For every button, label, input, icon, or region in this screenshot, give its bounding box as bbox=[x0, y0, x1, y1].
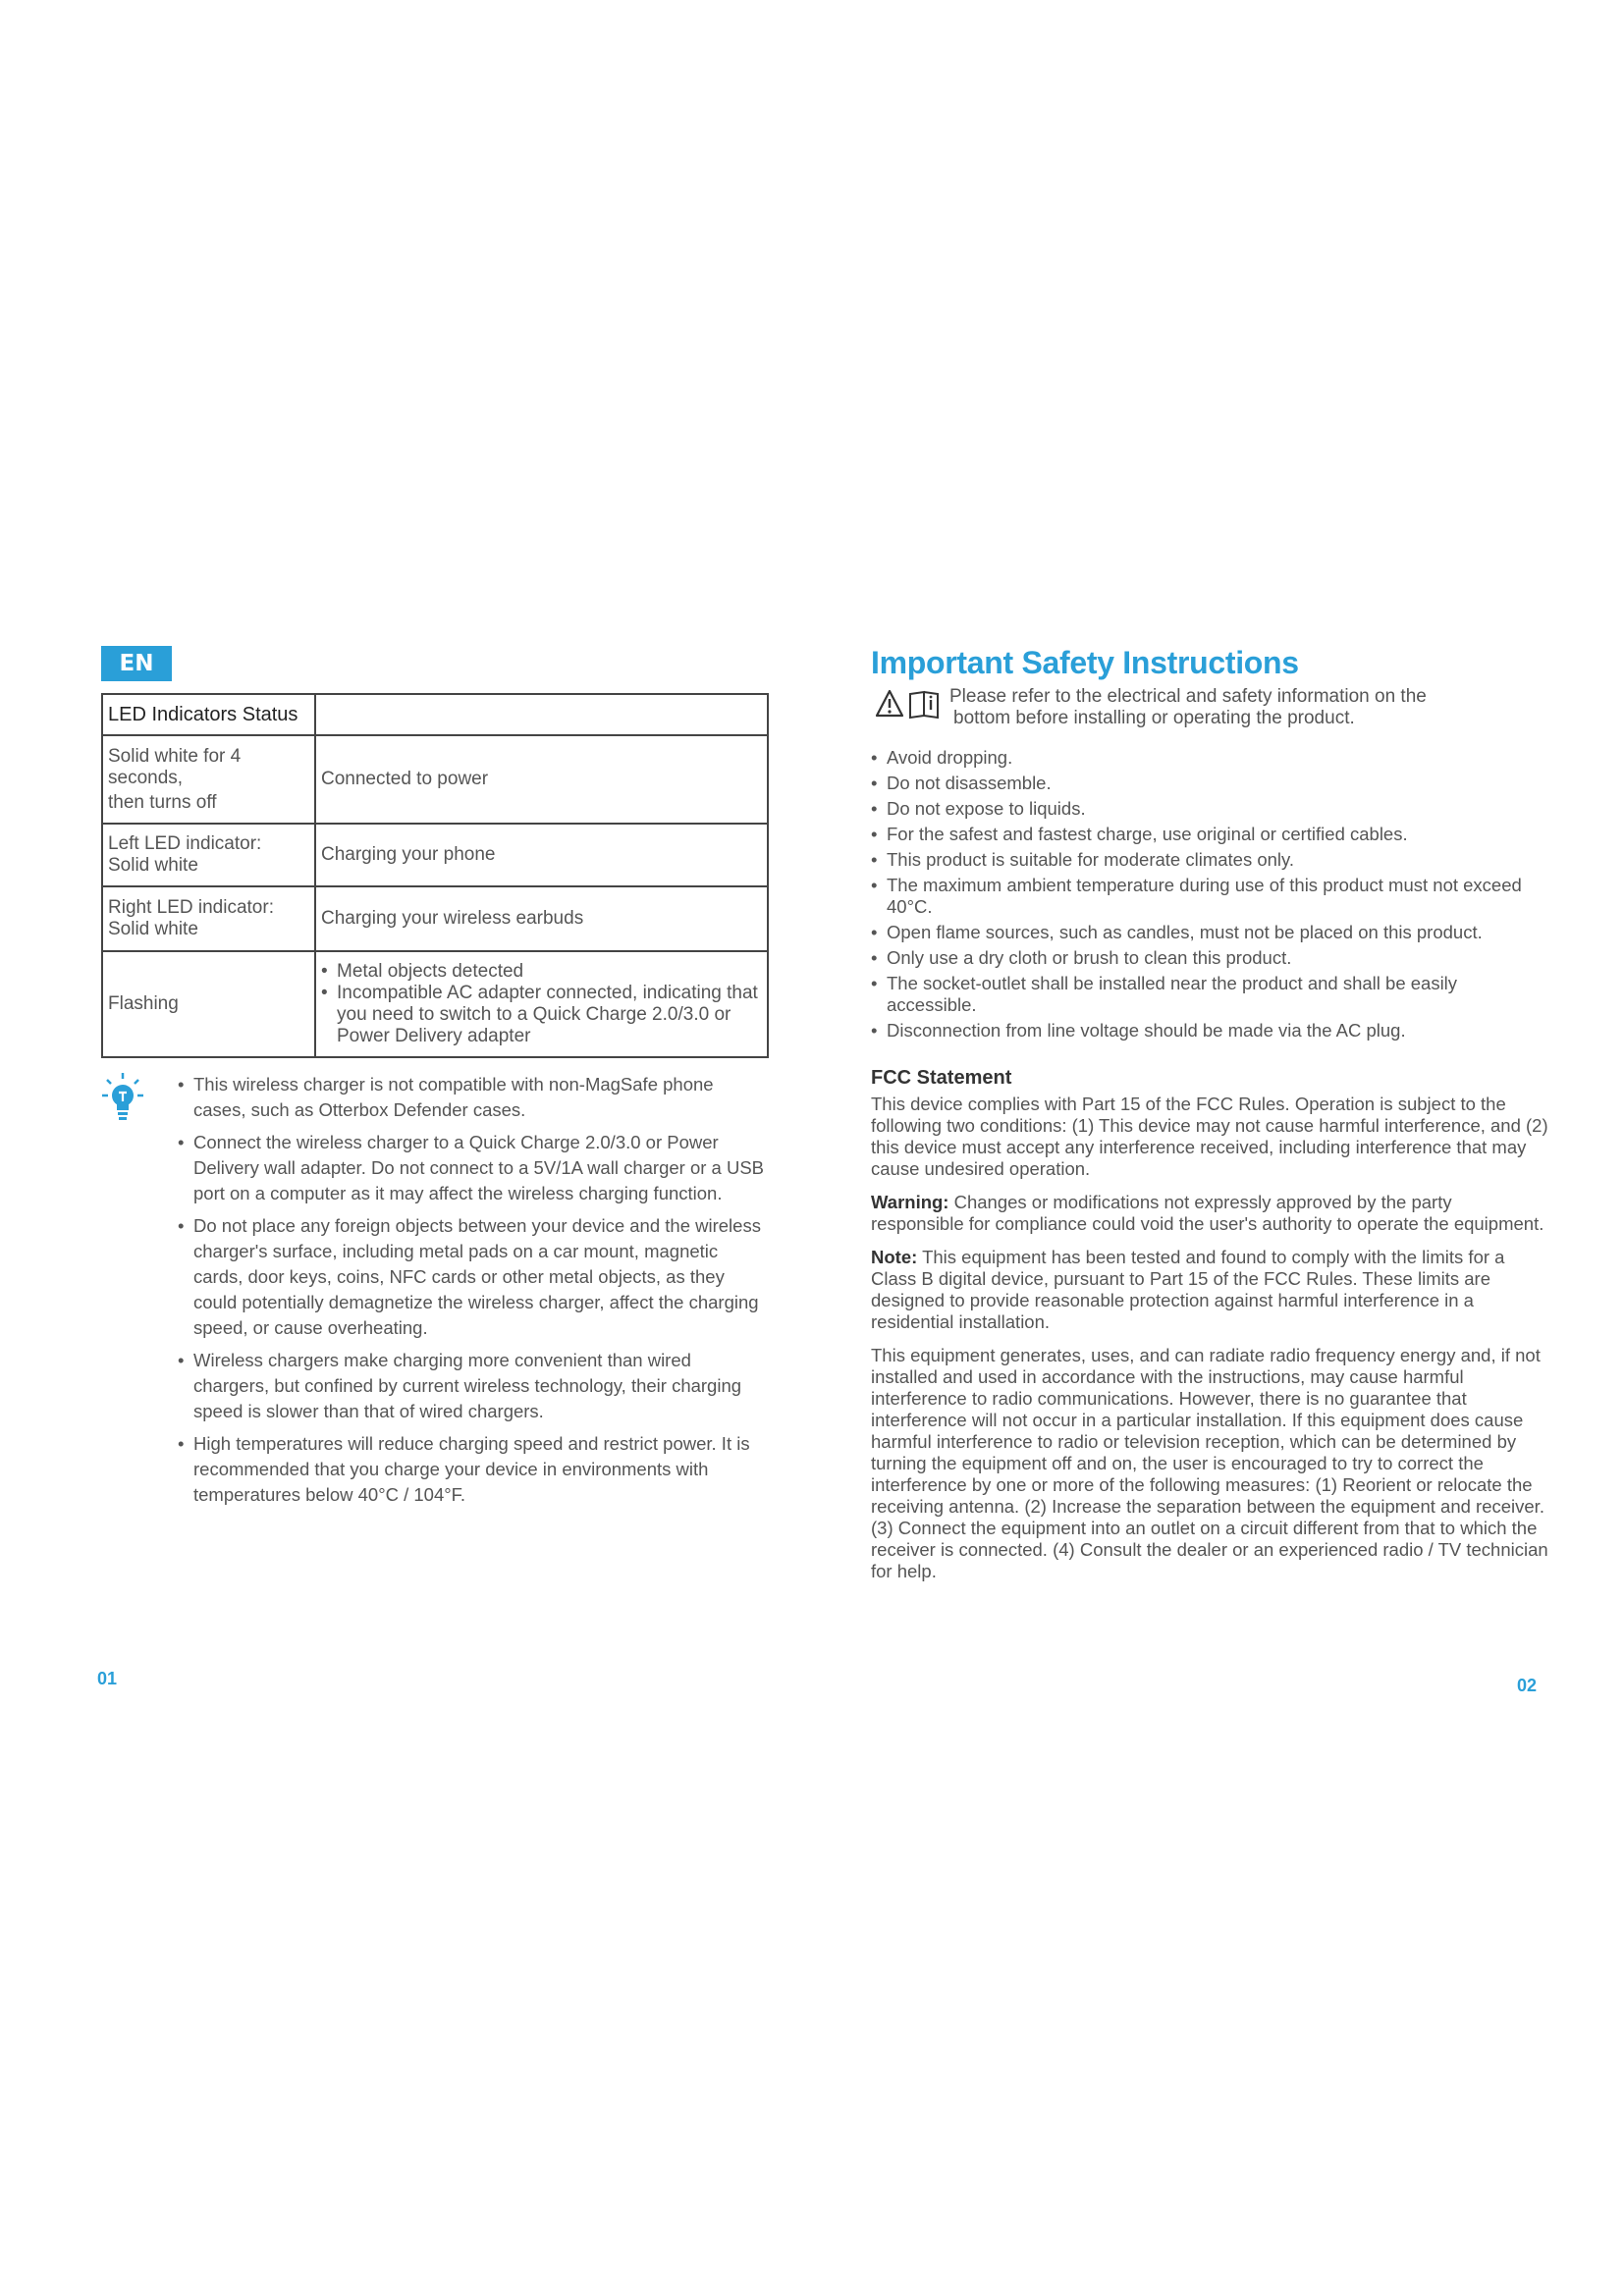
table-header-meaning bbox=[315, 694, 768, 735]
status-line: Left LED indicator: bbox=[108, 833, 262, 854]
table-header-status: LED Indicators Status bbox=[102, 694, 315, 735]
meaning-item: • Metal objects detected bbox=[335, 961, 762, 983]
safety-item: • The socket-outlet shall be installed near the product and shall be easily accessible. bbox=[887, 973, 1548, 1016]
tip-item: • Do not place any foreign objects between your device and the wireless charger's surface, including metal pads on a car mount, magnetic cards, door keys, coins, NFC cards or other metal objects, as they could potentially demagnetize the wireless charger, affect the charging speed, or cause overheating. bbox=[193, 1213, 769, 1341]
table-row bbox=[102, 735, 768, 824]
led-meaning-cell: Charging your wireless earbuds bbox=[315, 886, 768, 951]
table-row bbox=[102, 886, 768, 951]
tip-item: • High temperatures will reduce charging speed and restrict power. It is recommended that you charge your device in environments with temperatures below 40°C / 104°F. bbox=[193, 1431, 769, 1508]
status-line: Solid white bbox=[108, 855, 198, 876]
page-title: Important Safety Instructions bbox=[871, 645, 1299, 680]
table-header-row bbox=[102, 694, 768, 735]
table-row bbox=[102, 951, 768, 1057]
led-status-cell bbox=[102, 886, 315, 951]
note-paragraph bbox=[871, 1247, 1548, 1333]
right-page bbox=[871, 643, 1548, 1594]
led-status-cell bbox=[102, 735, 315, 824]
safety-item: • Open flame sources, such as candles, must not be placed on this product. bbox=[887, 922, 1548, 943]
safety-item: • Do not expose to liquids. bbox=[887, 798, 1548, 820]
left-page bbox=[101, 646, 769, 1515]
status-line: Solid white bbox=[108, 919, 198, 939]
note-text: This equipment has been tested and found to comply with the limits for a Class B digital device, pursuant to Part 15 of the FCC Rules. These limits are designed to provide reasonable protection against harmful interference in a residential installation. bbox=[871, 1247, 1505, 1332]
led-status-cell bbox=[102, 824, 315, 886]
status-line: seconds, bbox=[108, 767, 184, 788]
page-number-right: 02 bbox=[1517, 1676, 1538, 1695]
meaning-list bbox=[321, 961, 762, 1047]
fcc-heading: FCC Statement bbox=[871, 1067, 1012, 1089]
led-meaning-cell: Charging your phone bbox=[315, 824, 768, 886]
safety-item: • Do not disassemble. bbox=[887, 773, 1548, 794]
tip-item: • Wireless chargers make charging more convenient than wired chargers, but confined by current wireless technology, their charging speed is slower than that of wired chargers. bbox=[193, 1348, 769, 1424]
meaning-item: • Incompatible AC adapter connected, indicating that you need to switch to a Quick Charge 2.0/3.0 or Power Delivery adapter bbox=[335, 983, 762, 1047]
safety-item: • For the safest and fastest charge, use original or certified cables. bbox=[887, 824, 1548, 845]
note-label: Note: bbox=[871, 1247, 918, 1267]
language-badge: EN bbox=[101, 646, 172, 681]
status-line: Solid white for 4 bbox=[108, 745, 242, 767]
lightbulb-icon bbox=[101, 1072, 144, 1121]
safety-item: • The maximum ambient temperature during use of this product must not exceed 40°C. bbox=[887, 875, 1548, 918]
led-meaning-cell: Connected to power bbox=[315, 735, 768, 824]
status-line: then turns off bbox=[108, 791, 217, 813]
led-status-table bbox=[101, 693, 769, 1058]
safety-item: • Disconnection from line voltage should be made via the AC plug. bbox=[887, 1020, 1548, 1041]
intro-line: bottom before installing or operating the product. bbox=[953, 708, 1355, 728]
status-line: Right LED indicator: bbox=[108, 897, 274, 918]
tips-section bbox=[101, 1072, 769, 1508]
intro-line: Please refer to the electrical and safety information on the bbox=[949, 686, 1427, 707]
warning-label: Warning: bbox=[871, 1192, 949, 1212]
warning-triangle-icon bbox=[877, 691, 902, 716]
led-meaning-cell bbox=[315, 951, 768, 1057]
safety-item: • This product is suitable for moderate climates only. bbox=[887, 849, 1548, 871]
safety-list bbox=[871, 747, 1548, 1041]
warning-paragraph bbox=[871, 1192, 1548, 1235]
fcc-paragraph: This device complies with Part 15 of the FCC Rules. Operation is subject to the following two conditions: (1) This device may not cause harmful interference, and (2) this device must accept any interference received, including interference that may cause undesired operation. bbox=[871, 1094, 1548, 1179]
page-number-left: 01 bbox=[97, 1669, 118, 1688]
safety-item: • Only use a dry cloth or brush to clean this product. bbox=[887, 947, 1548, 969]
led-status-cell: Flashing bbox=[102, 951, 315, 1057]
safety-intro bbox=[871, 686, 1548, 729]
manual-info-icon bbox=[910, 692, 938, 718]
warning-text: Changes or modifications not expressly approved by the party responsible for compliance could void the user's authority to operate the equipment. bbox=[871, 1192, 1544, 1234]
tips-list bbox=[193, 1072, 769, 1508]
safety-item: • Avoid dropping. bbox=[887, 747, 1548, 769]
tip-item: • Connect the wireless charger to a Quick Charge 2.0/3.0 or Power Delivery wall adapter. Do not connect to a 5V/1A wall charger or a USB port on a computer as it may affect the wireless charging function. bbox=[193, 1130, 769, 1206]
tip-item: • This wireless charger is not compatible with non-MagSafe phone cases, such as Otterbox Defender cases. bbox=[193, 1072, 769, 1123]
table-row bbox=[102, 824, 768, 886]
equipment-paragraph: This equipment generates, uses, and can radiate radio frequency energy and, if not installed and used in accordance with the instructions, may cause harmful interference to radio communications. However, there is no guarantee that interference will not occur in a particular installation. If this equipment does cause harmful interference to radio or television reception, which can be determined by turning the equipment off and on, the user is encouraged to try to correct the interference by one or more of the following measures: (1) Reorient or relocate the receiving antenna. (2) Increase the separation between the equipment and receiver. (3) Connect the equipment into an outlet on a circuit different from that to which the receiver is connected. (4) Consult the dealer or an experienced radio / TV technician for help. bbox=[871, 1345, 1548, 1581]
